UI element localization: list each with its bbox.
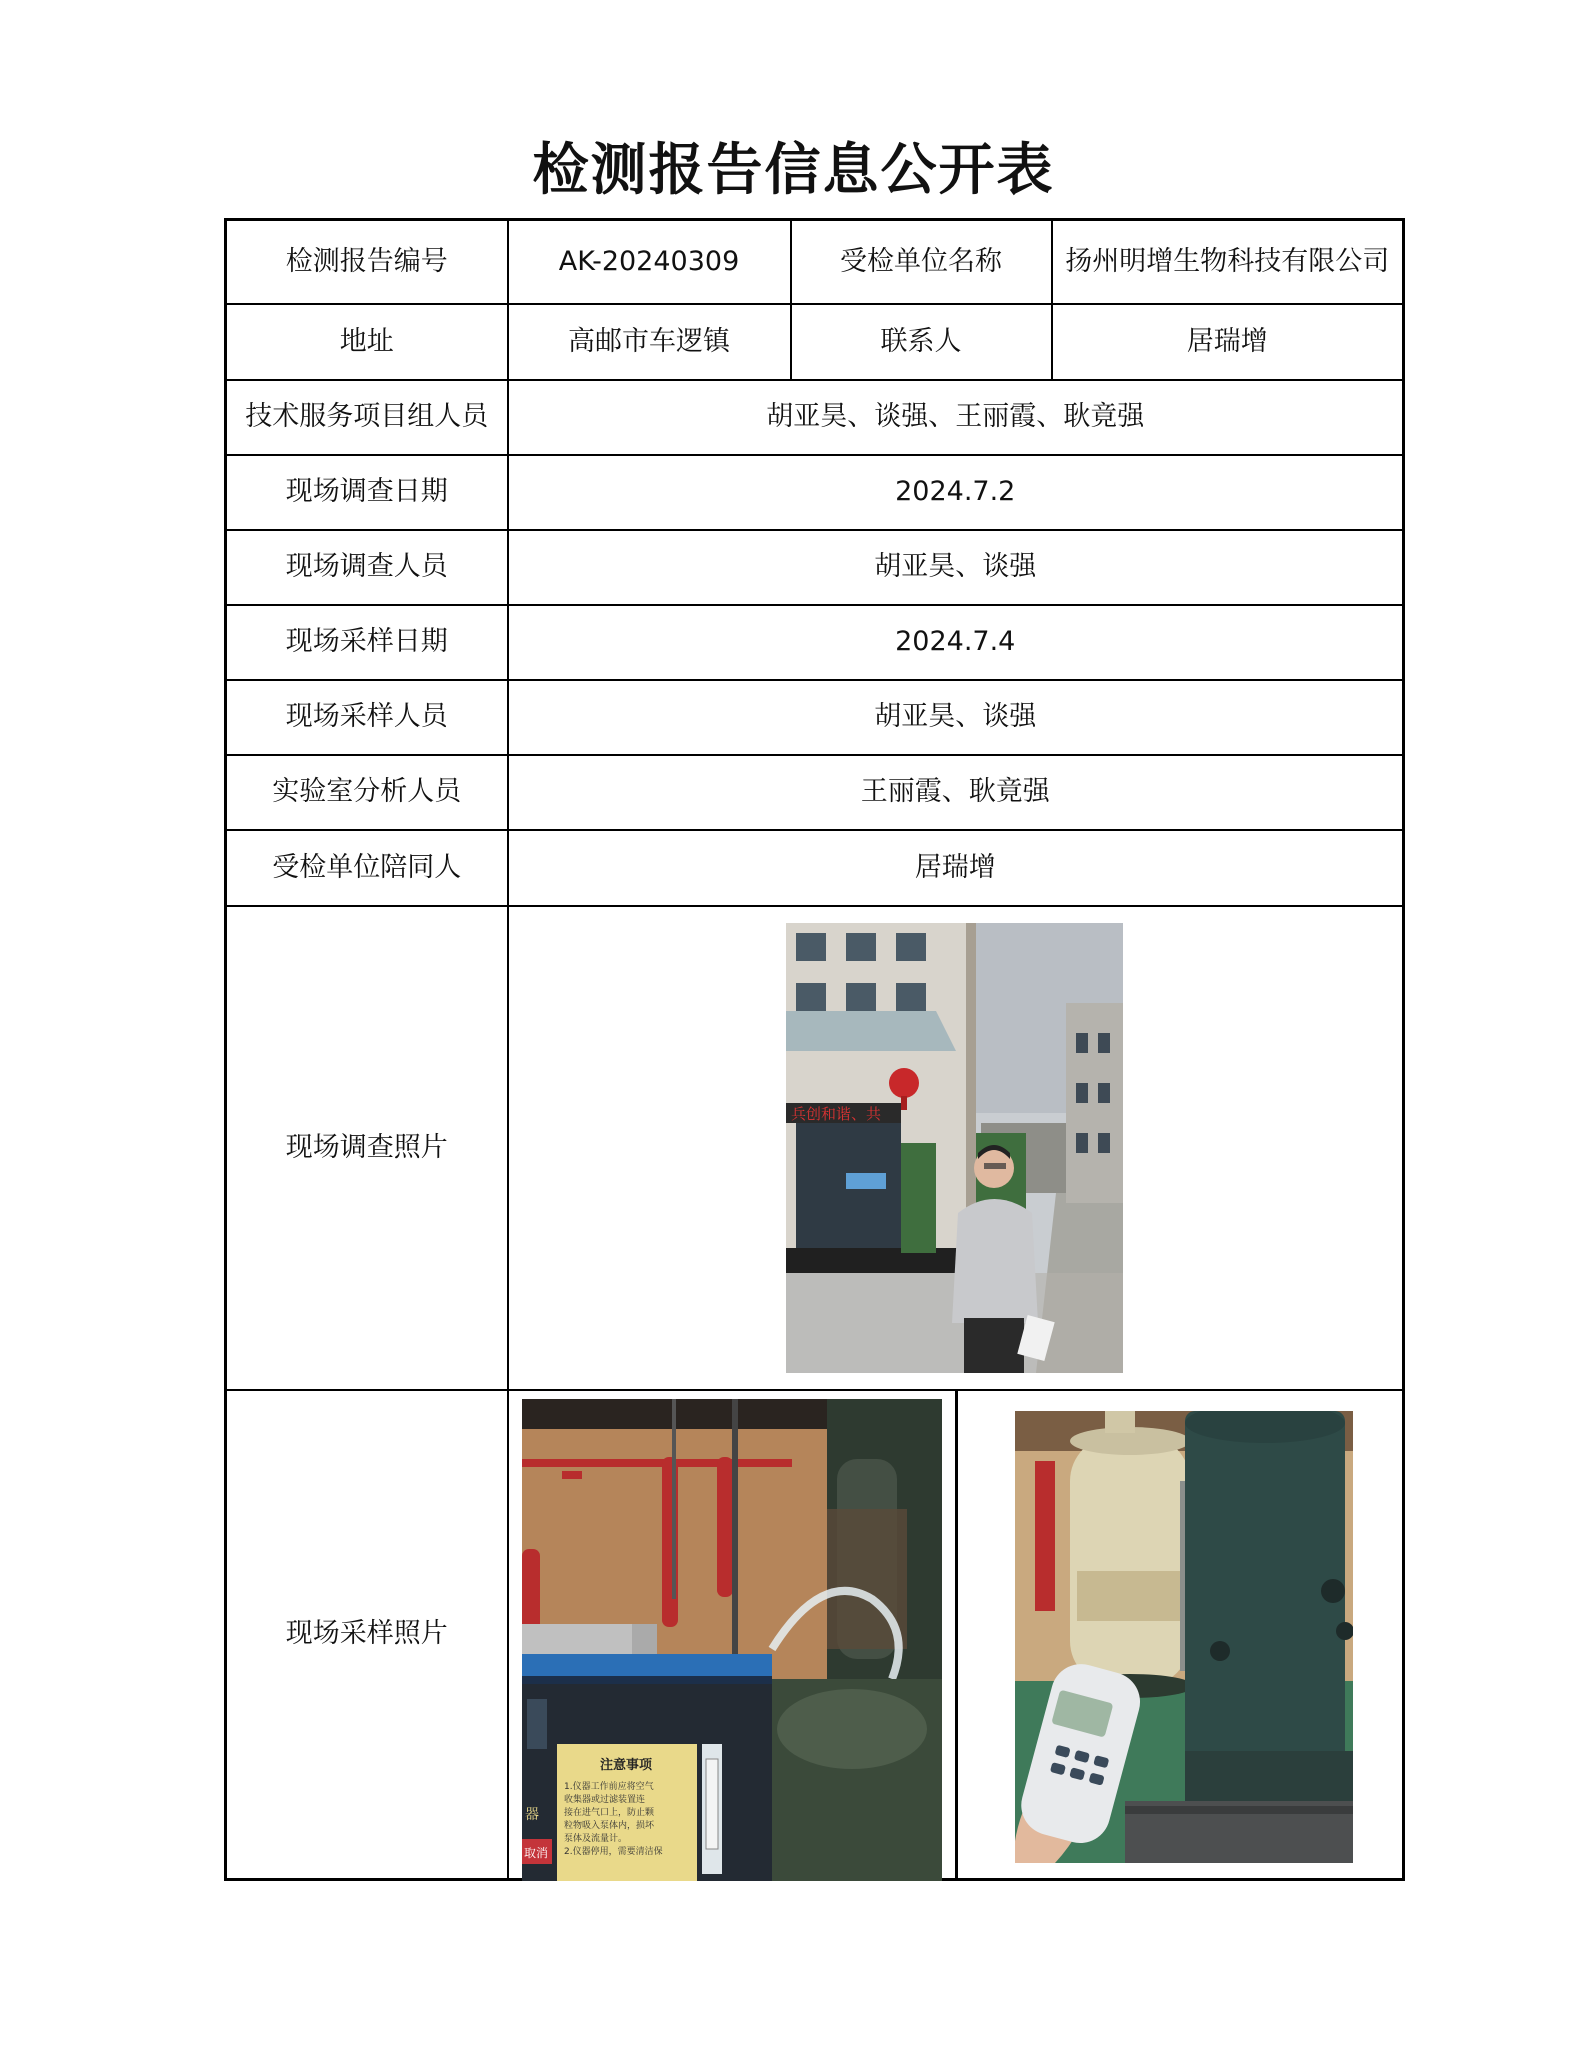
survey-photo-label: 现场调查照片 xyxy=(226,906,508,1390)
contact-value: 居瑞增 xyxy=(1052,304,1404,380)
project-team-value: 胡亚昊、谈强、王丽霞、耿竟强 xyxy=(508,380,1404,455)
sampling-photos-cell xyxy=(508,1390,1404,1880)
notice-line-4: 粒物吸入泵体内，损坏 xyxy=(563,1820,654,1831)
sampling-photo-right xyxy=(1015,1411,1353,1863)
survey-photo-cell xyxy=(508,906,1404,1390)
project-team-label: 技术服务项目组人员 xyxy=(226,380,508,455)
escort-label: 受检单位陪同人 xyxy=(226,830,508,906)
sampling-photo-right-image xyxy=(1015,1411,1353,1863)
report-number-label: 检测报告编号 xyxy=(226,220,508,304)
notice-line-5: 泵体及流量计。 xyxy=(563,1833,627,1844)
address-value: 高邮市车逻镇 xyxy=(508,304,791,380)
page-title: 检测报告信息公开表 xyxy=(532,138,1055,203)
sampling-staff-label: 现场采样人员 xyxy=(226,680,508,755)
survey-photo xyxy=(786,923,1123,1373)
sampling-photo-left-image xyxy=(522,1399,942,1881)
notice-line-3: 接在进气口上，防止颗 xyxy=(563,1807,654,1818)
address-label: 地址 xyxy=(226,304,508,380)
photo-divider xyxy=(955,1391,958,1879)
survey-staff-value: 胡亚昊、谈强 xyxy=(508,530,1404,605)
lab-staff-label: 实验室分析人员 xyxy=(226,755,508,830)
inspected-unit-value: 扬州明增生物科技有限公司 xyxy=(1052,220,1404,304)
sampling-photo-left xyxy=(522,1399,942,1881)
survey-date-value: 2024.7.2 xyxy=(508,455,1404,530)
notice-line-6: 2.仪器停用，需要清洁保 xyxy=(563,1846,663,1857)
notice-line-2: 收集器或过滤装置连 xyxy=(563,1794,645,1805)
sampling-photo-label: 现场采样照片 xyxy=(226,1390,508,1880)
sampler-side-label: 器 xyxy=(524,1806,539,1823)
report-info-table xyxy=(224,218,1405,1881)
inspected-unit-label: 受检单位名称 xyxy=(791,220,1052,304)
survey-date-label: 现场调查日期 xyxy=(226,455,508,530)
cancel-label: 取消 xyxy=(523,1845,548,1860)
notice-title: 注意事项 xyxy=(599,1757,652,1773)
sampling-date-value: 2024.7.4 xyxy=(508,605,1404,680)
sampling-staff-value: 胡亚昊、谈强 xyxy=(508,680,1404,755)
notice-line-1: 1.仪器工作前应将空气 xyxy=(563,1781,654,1792)
survey-photo-image xyxy=(786,923,1123,1373)
report-number-value: AK-20240309 xyxy=(508,220,791,304)
entrance-sign-text: 兵创和谐、共 xyxy=(790,1104,881,1123)
lab-staff-value: 王丽霞、耿竟强 xyxy=(508,755,1404,830)
sampling-date-label: 现场采样日期 xyxy=(226,605,508,680)
escort-value: 居瑞增 xyxy=(508,830,1404,906)
contact-label: 联系人 xyxy=(791,304,1052,380)
survey-staff-label: 现场调查人员 xyxy=(226,530,508,605)
